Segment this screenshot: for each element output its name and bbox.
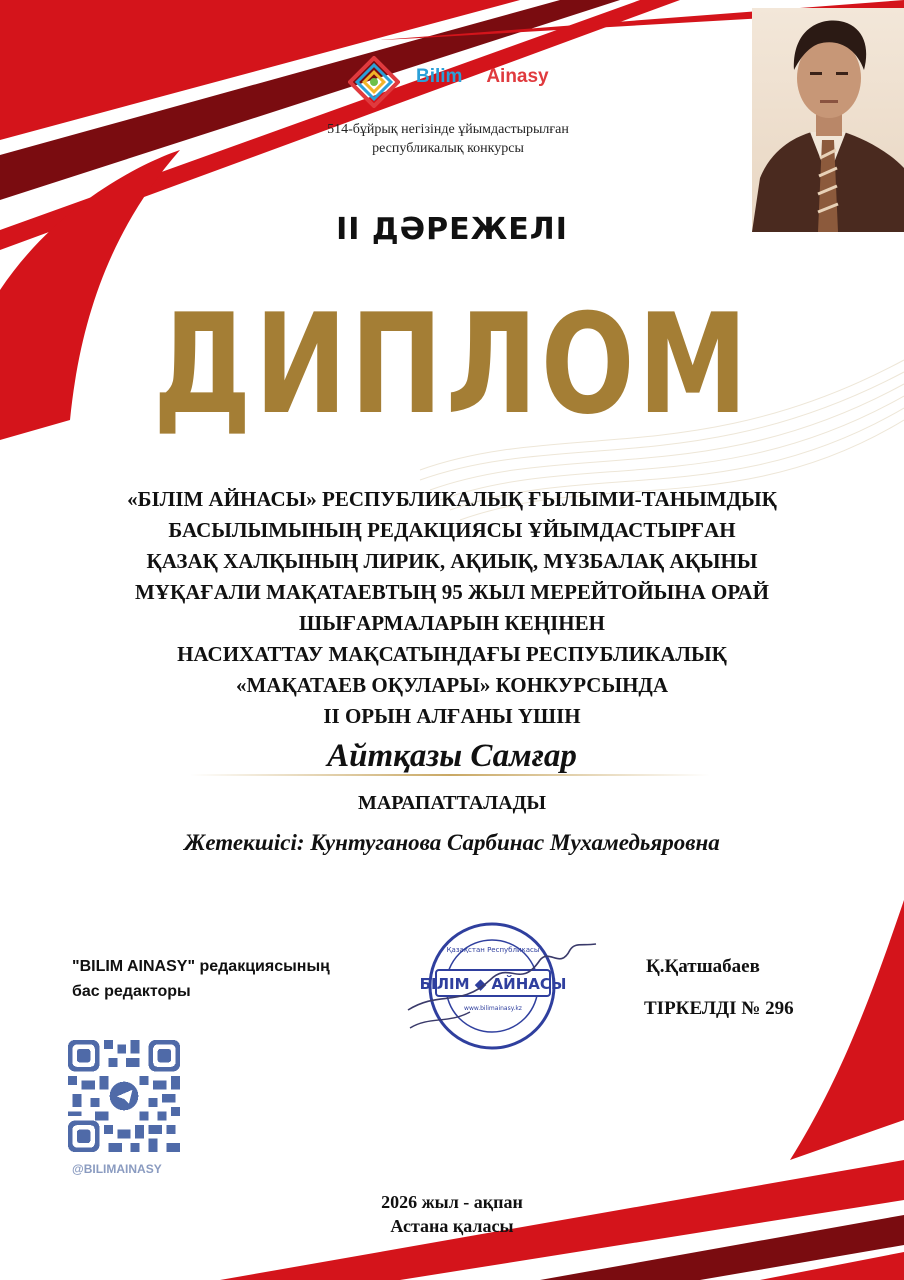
certificate-degree: ІІ ДӘРЕЖЕЛІ [336,212,568,247]
qr-code[interactable] [68,1040,180,1152]
stamp-top-arc: Қазақстан Республикасы [446,946,540,954]
official-stamp [400,920,600,1056]
editor-line2: бас редакторы [72,983,191,1000]
editor-title [72,954,330,1004]
name-underline [190,774,710,776]
issue-city: Астана қаласы [390,1216,514,1236]
issue-date: 2026 жыл - ақпан [381,1192,523,1212]
bilim-ainasy-logo-icon [348,56,400,108]
body-line: МҰҚАҒАЛИ МАҚАТАЕВТЫҢ 95 ЖЫЛ МЕРЕЙТОЙЫНА ОРАЙ [134,580,770,604]
awarded-text: МАРАПАТТАЛАДЫ [357,792,547,814]
body-line: ІІ ОРЫН АЛҒАНЫ ҮШІН [323,704,581,728]
certificate-title: ДИПЛОМ [153,284,751,445]
body-line: НАСИХАТТАУ МАҚСАТЫНДАҒЫ РЕСПУБЛИКАЛЫҚ [177,642,727,666]
social-handle[interactable]: @BILIMAINASY [72,1162,162,1176]
bottom-right-red-swoosh [790,900,904,1160]
poet-portrait [752,8,904,232]
stamp-center-text: БІЛІМ ◆ АЙНАСЫ [419,975,567,993]
editor-line1: "BILIM AINASY" редакциясының [72,958,330,975]
body-line: «БІЛІМ АЙНАСЫ» РЕСПУБЛИКАЛЫҚ ҒЫЛЫМИ-ТАНЫМДЫҚ [127,487,777,511]
stamp-url: www.bilimainasy.kz [464,1005,522,1012]
subtitle-line1: 514-бұйрық негізінде ұйымдастырылған [327,122,569,137]
body-line: ШЫҒАРМАЛАРЫН КЕҢІНЕН [299,611,605,635]
body-line: БАСЫЛЫМЫНЫҢ РЕДАКЦИЯСЫ ҰЙЫМДАСТЫРҒАН [168,518,736,542]
subtitle-line2: республикалық конкурсы [372,141,524,156]
recipient-name: Айтқазы Самғар [327,738,577,774]
body-line: «МАҚАТАЕВ ОҚУЛАРЫ» КОНКУРСЫНДА [235,673,669,697]
signer-name: Қ.Қатшабаев [646,956,760,977]
contest-subtitle [290,120,606,158]
body-line: ҚАЗАҚ ХАЛҚЫНЫҢ ЛИРИК, АҚИЫҚ, МҰЗБАЛАҚ АҚЫНЫ [146,549,758,573]
certificate-body [0,484,904,732]
issue-place-date [0,1190,904,1238]
registration-number: ТІРКЕЛДІ № 296 [644,998,794,1019]
brand-part1: Bilim [416,66,463,87]
brand-name [416,66,549,88]
supervisor-text: Жетекшісі: Кунтуганова Сарбинас Мухамедьяровна [184,830,720,855]
brand-part2: Ainasy [486,66,549,87]
